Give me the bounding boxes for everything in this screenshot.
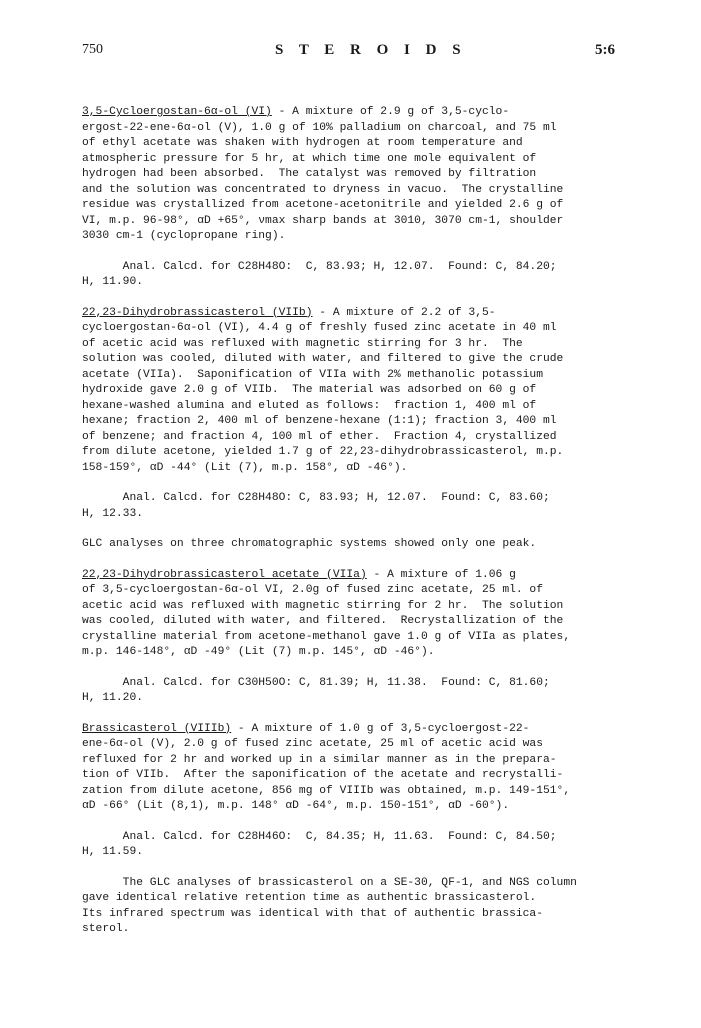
paragraph-text: The GLC analyses of brassicasterol on a SE-30, QF-1, and NGS column gave identical relative retention time as authentic brassicasterol. Its infrared spectrum was identical with that of authentic brassica- sterol.: [82, 876, 577, 935]
paragraph-text: GLC analyses on three chromatographic systems showed only one peak.: [82, 538, 537, 550]
paragraph-text: - A mixture of 1.0 g of 3,5-cycloergost-22- ene-6α-ol (V), 2.0 g of fused zinc acetate, 25 ml of acetic acid was refluxed for 2 hr and worked up in a similar manner as in the prepara- tion of VIIb. After the saponification of the acetate and recrystalli- zation from dilute acetone, 856 mg of VIIIb was obtained, m.p. 149-151°, αD -66° (Lit (8,1), m.p. 148° αD -64°, m.p. 150-151°, αD -60°).: [82, 722, 571, 812]
paragraph-dihydrobrassicasterol: [82, 306, 642, 477]
page-number: 750: [82, 42, 103, 57]
paragraph-text: Anal. Calcd. for C30H50O: C, 81.39; H, 11.38. Found: C, 81.60; H, 11.20.: [82, 676, 550, 704]
compound-heading: Brassicasterol (VIIIb): [82, 722, 232, 735]
analysis-line: [82, 491, 642, 522]
paragraph-text: Anal. Calcd. for C28H46O: C, 84.35; H, 11.63. Found: C, 84.50; H, 11.59.: [82, 830, 557, 858]
analysis-line: [82, 676, 642, 707]
paragraph-dihydrobrassicasterol-acetate: [82, 568, 642, 661]
section-number: 5:6: [595, 42, 615, 58]
paragraph-text: - A mixture of 1.06 g of 3,5-cycloergostan-6α-ol VI, 2.0g of fused zinc acetate, 25 ml. of acetic acid was refluxed with magnetic stirring for 2 hr. The solution was cooled, diluted with water, and filtered. Recrystallization of the crystalline material from acetone-methanol gave 1.0 g of VIIa as plates, m.p. 146-148°, αD -49° (Lit (7) m.p. 145°, αD -46°).: [82, 568, 571, 658]
compound-heading: 3,5-Cycloergostan-6α-ol (VI): [82, 106, 272, 118]
paragraph-text: Anal. Calcd. for C28H48O: C, 83.93; H, 12.07. Found: C, 83.60; H, 12.33.: [82, 492, 550, 520]
analysis-line: [82, 830, 642, 861]
paragraph-brassicasterol: [82, 722, 642, 815]
compound-heading: 22,23-Dihydrobrassicasterol acetate (VIIa): [82, 568, 367, 581]
paragraph-text: - A mixture of 2.9 g of 3,5-cyclo- ergost-22-ene-6α-ol (V), 1.0 g of 10% palladium on charcoal, and 75 ml of ethyl acetate was shaken with hydrogen at room temperature and atmospheric pressure for 5 hr, at which time one mole equivalent of hydrogen had been absorbed. The catalyst was removed by filtration and the solution was concentrated to dryness in vacuo. The crystalline residue was crystallized from acetone-acetonitrile and yielded 2.6 g of VI, m.p. 96-98°, αD +65°, νmax sharp bands at 3010, 3070 cm-1, shoulder 3030 cm-1 (cyclopropane ring).: [82, 106, 564, 242]
paragraph-cycloergostanol: [82, 105, 642, 245]
page-body: [82, 105, 642, 953]
paragraph-text: - A mixture of 2.2 of 3,5- cycloergostan-6α-ol (VI), 4.4 g of freshly fused zinc acetate in 40 ml of acetic acid was refluxed with magnetic stirring for 3 hr. The solution was cooled, diluted with water, and filtered to give the crude acetate (VIIa). Saponification of VIIa with 2% methanolic potassium hydroxide gave 2.0 g of VIIb. The material was adsorbed on 60 g of hexane-washed alumina and eluted as follows: fraction 1, 400 ml of hexane; fraction 2, 400 ml of benzene-hexane (1:1); fraction 3, 400 ml of benzene; and fraction 4, 100 ml of ether. Fraction 4, crystallized from dilute acetone, yielded 1.7 g of 22,23-dihydrobrassicasterol, m.p. 158-159°, αD -44° (Lit (7), m.p. 158°, αD -46°).: [82, 306, 564, 474]
compound-heading: 22,23-Dihydrobrassicasterol (VIIb): [82, 306, 313, 319]
running-title: S T E R O I D S: [275, 42, 467, 58]
analysis-line: [82, 260, 642, 291]
glc-note: [82, 537, 642, 553]
paragraph-text: Anal. Calcd. for C28H48O: C, 83.93; H, 12.07. Found: C, 84.20; H, 11.90.: [82, 260, 557, 288]
closing-paragraph: [82, 876, 642, 938]
